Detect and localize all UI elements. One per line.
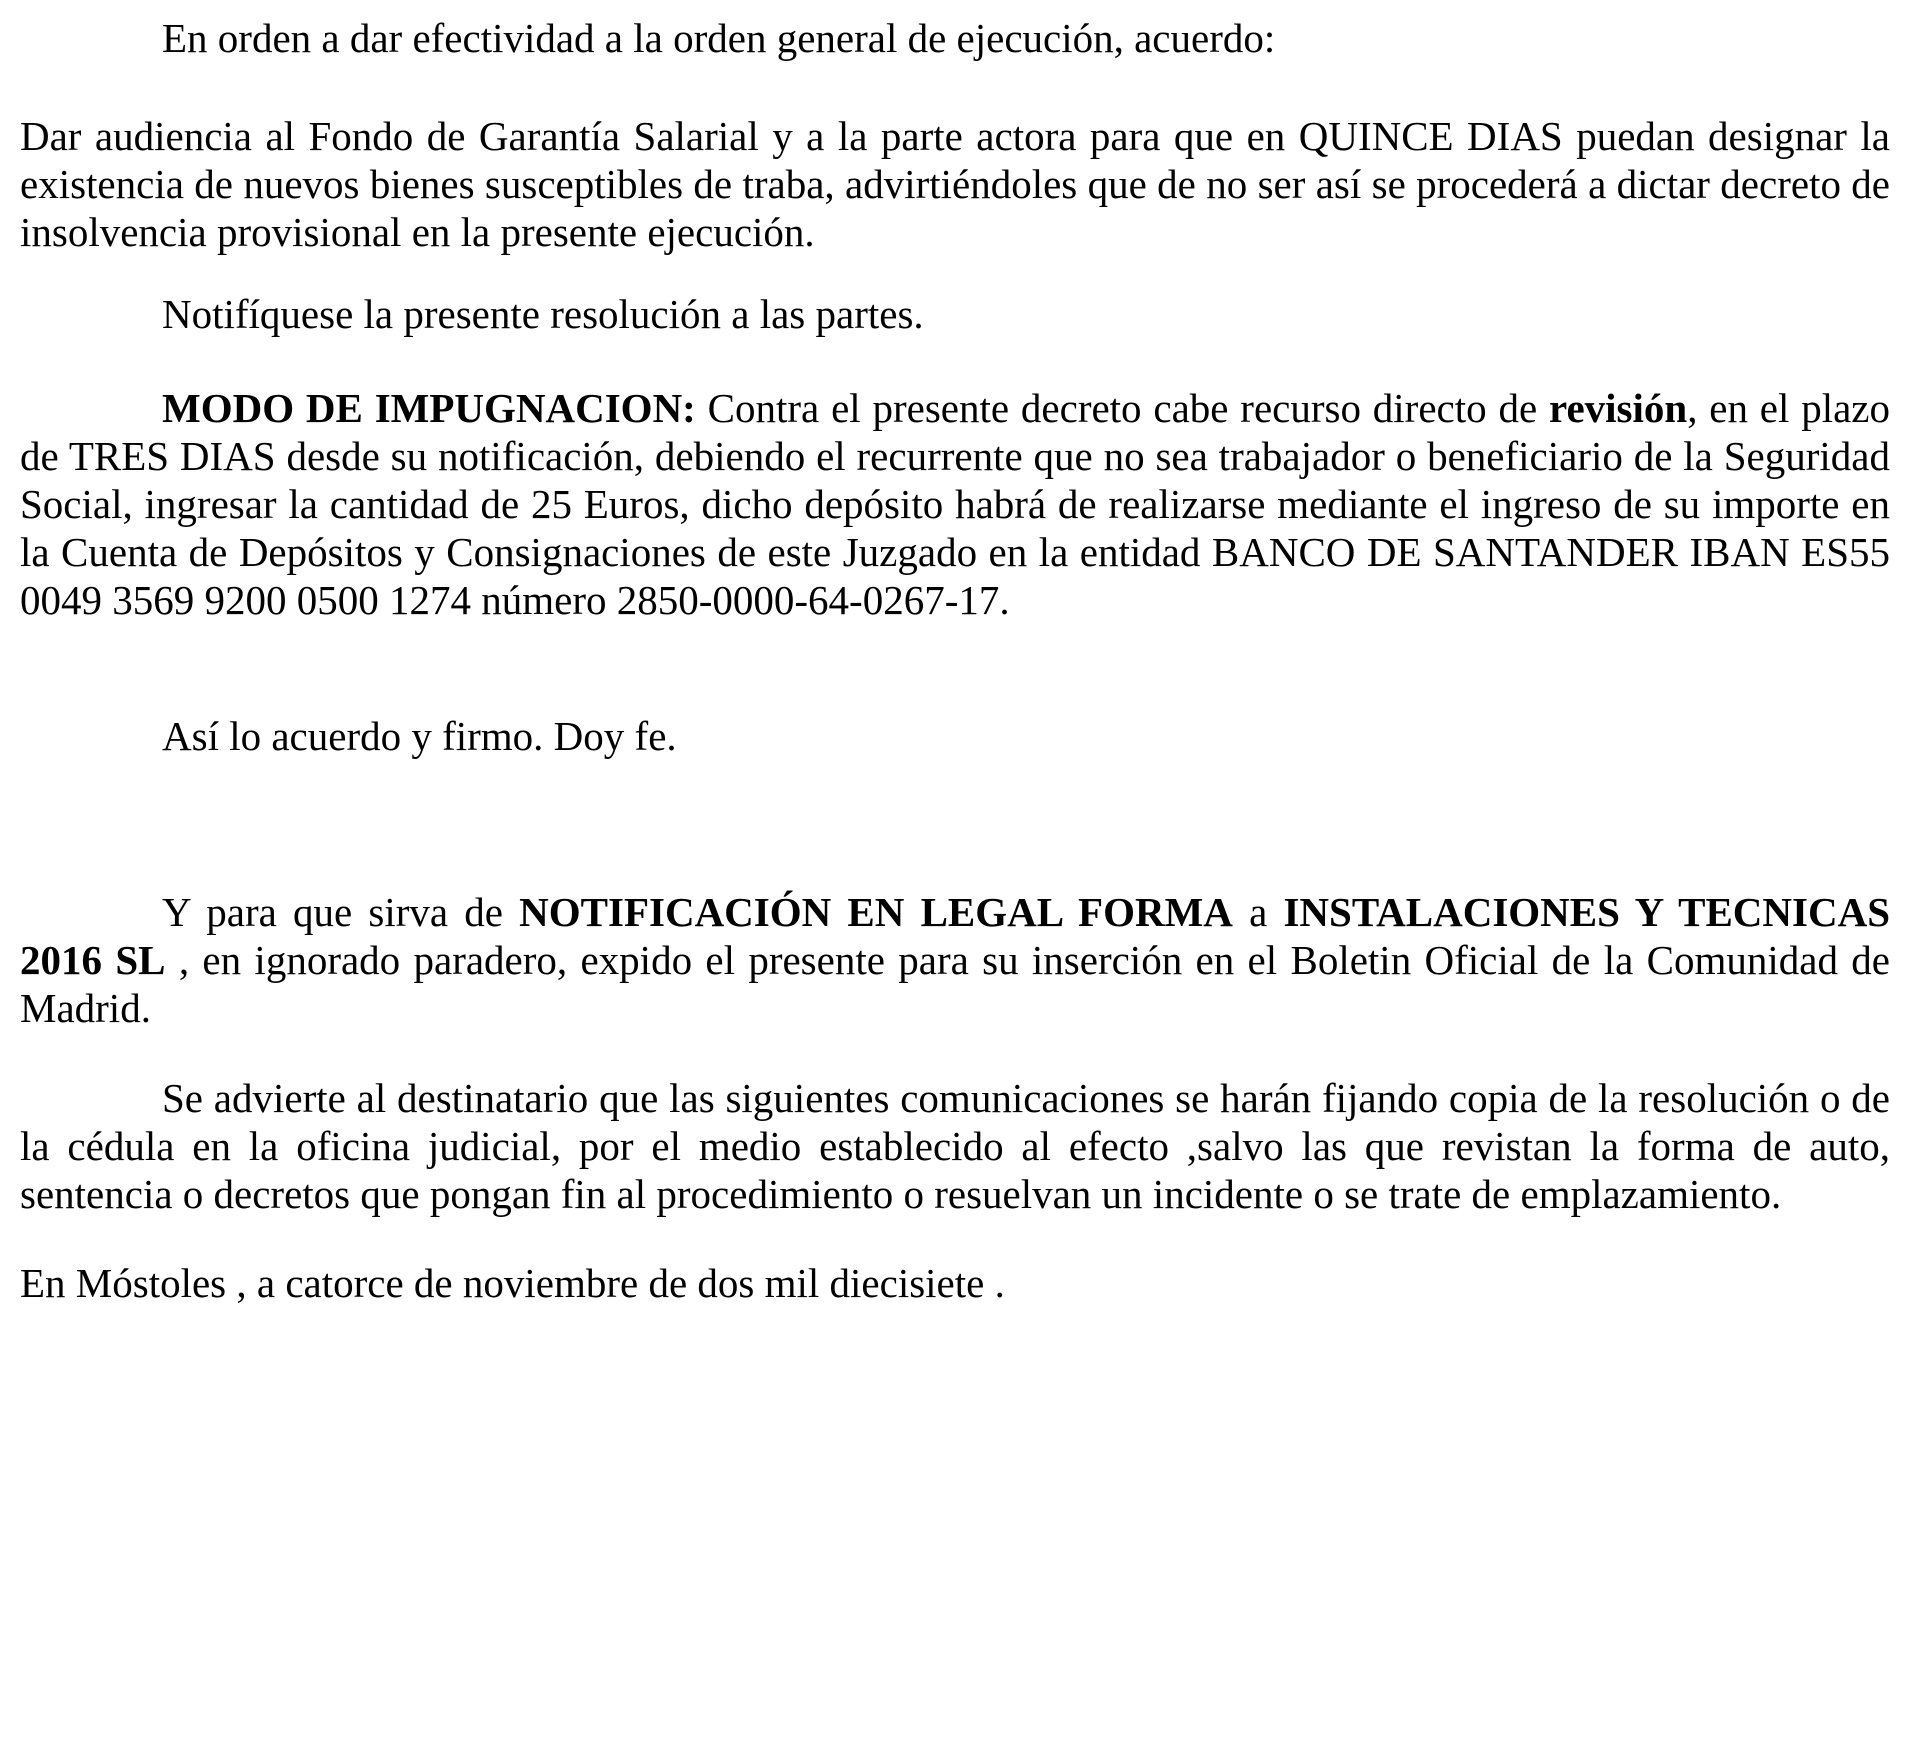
paragraph-opening — [20, 14, 1890, 62]
paragraph-notifiquese — [20, 290, 1890, 338]
paragraph-asi-lo-acuerdo — [20, 712, 1890, 760]
paragraph-fecha-lugar — [20, 1259, 1890, 1307]
bold-run: INSTALACIONES Y TECNICAS 2016 SL — [20, 889, 1890, 983]
paragraph-advertencia-destinatario — [20, 1074, 1890, 1218]
text-run: Así lo acuerdo y firmo. Doy fe. — [162, 713, 677, 759]
paragraph-modo-de-impugnacion — [20, 384, 1890, 624]
bold-run: revisión — [1548, 385, 1688, 431]
text-run: En Móstoles , a catorce de noviembre de dos mil diecisiete . — [20, 1260, 1005, 1306]
text-run: En orden a dar efectividad a la orden general de ejecución, acuerdo: — [162, 15, 1276, 61]
bold-run: NOTIFICACIÓN EN LEGAL FORMA — [519, 889, 1233, 935]
text-run: Y para que sirva de — [162, 889, 520, 935]
text-run: , en ignorado paradero, expido el presente para su inserción en el Boletin Oficial de la Comunidad de Madrid. — [20, 937, 1890, 1031]
text-run: Dar audiencia al Fondo de Garantía Salarial y a la parte actora para que en QUINCE DIAS puedan designar la existencia de nuevos bienes susceptibles de traba, advirtiéndoles que de no ser así se procederá a dictar decreto de insolvencia provisional en la presente ejecución. — [20, 113, 1890, 255]
text-run: a — [1232, 889, 1284, 935]
text-run: Contra el presente decreto cabe recurso directo de — [695, 385, 1549, 431]
bold-run: MODO DE IMPUGNACION: — [162, 385, 696, 431]
text-run: , en el plazo de TRES DIAS desde su notificación, debiendo el recurrente que no sea trabajador o beneficiario de la Seguridad Social, ingresar la cantidad de 25 Euros, dicho depósito habrá de realizarse mediante el ingreso de su importe en la Cuenta de Depósitos y Consignaciones de este Juzgado en la entidad BANCO DE SANTANDER IBAN ES55 0049 3569 9200 0500 1274 número 2850-0000-64-0267-17. — [20, 385, 1890, 623]
text-run: Notifíquese la presente resolución a las partes. — [162, 291, 924, 337]
paragraph-audiencia — [20, 112, 1890, 256]
text-run: Se advierte al destinatario que las siguientes comunicaciones se harán fijando copia de la resolución o de la cédula en la oficina judicial, por el medio establecido al efecto ,salvo las que revistan la forma de auto, sentencia o decretos que pongan fin al procedimiento o resuelvan un incidente o se trate de emplazamiento. — [20, 1075, 1890, 1217]
paragraph-notificacion-legal-forma — [20, 888, 1890, 1032]
